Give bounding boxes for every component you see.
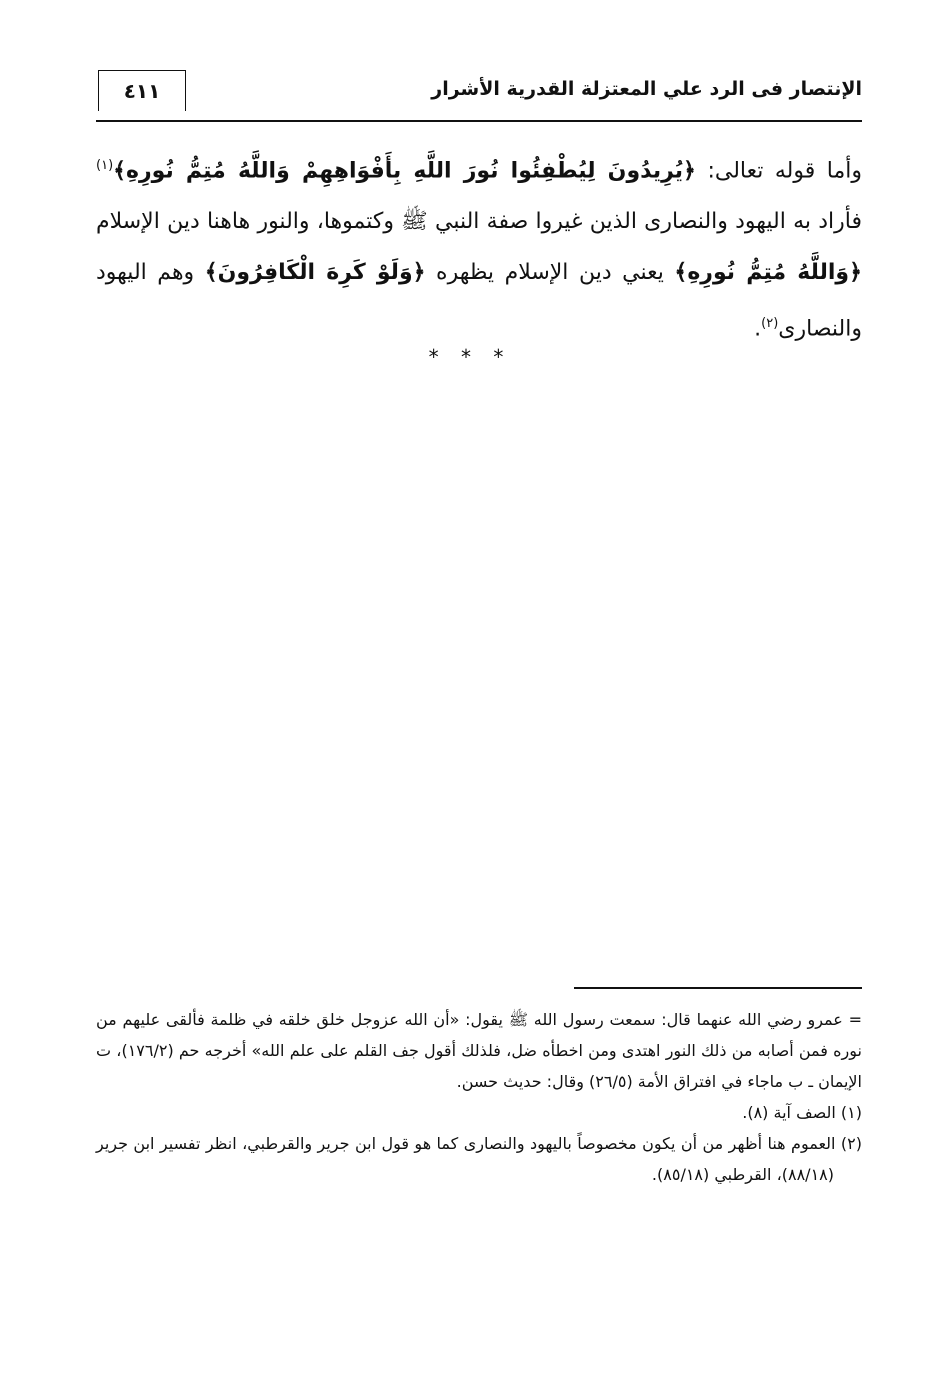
main-text: [96, 140, 862, 355]
intro-text: وأما قوله تعالى:: [695, 158, 863, 184]
body-text-1: فأراد به اليهود والنصارى الذين غيروا صفة النبي ﷺ وكتموها، والنور هاهنا دين الإسلام: [96, 209, 862, 235]
footnote-1: (١) الصف آية (٨).: [742, 1103, 862, 1122]
footnote-ref-1: (١): [96, 158, 114, 173]
quran-verse-2: ﴿وَاللَّهُ مُتِمُّ نُورِهِ﴾: [674, 260, 862, 286]
paragraph: [96, 140, 862, 355]
footnotes: [96, 1004, 862, 1190]
footnote-ref-2: (٢): [761, 316, 779, 332]
footnote-continuation: = عمرو رضي الله عنهما قال: سمعت رسول الله ﷺ يقول: «أن الله عزوجل خلق خلقه في ظلمة فألقى عليهم من نوره فمن أصابه من ذلك النور اهتدى ومن اخطأه ضل، فلذلك أقول جف القلم على علم الله» أخرجه حم (١٧٦/٢)، ت الإيمان ـ ب ماجاء في افتراق الأمة (٢٦/٥) وقال: حديث حسن.: [96, 1010, 862, 1091]
body-text-2: يعني دين الإسلام يظهره: [425, 260, 675, 286]
page-header: [96, 70, 862, 122]
quran-verse-3: ﴿وَلَوْ كَرِهَ الْكَافِرُونَ﴾: [204, 260, 426, 286]
quran-verse-1: ﴿يُرِيدُونَ لِيُطْفِئُوا نُورَ اللَّهِ بِأَفْوَاهِهِمْ وَاللَّهُ مُتِمُّ نُورِهِ﴾: [113, 158, 696, 184]
footnote-divider: [574, 987, 862, 989]
section-separator: * * *: [428, 345, 512, 369]
footnote-2: (٢) العموم هنا أظهر من أن يكون مخصوصاً باليهود والنصارى كما هو قول ابن جرير والقرطبي، انظر تفسير ابن جرير (٨٨/١٨)، القرطبي (٨٥/١٨).: [96, 1134, 862, 1184]
page-number: ٤١١: [98, 70, 186, 111]
body-text-end: .: [754, 316, 762, 342]
running-title: الإنتصار فى الرد علي المعتزلة القدرية الأشرار: [431, 78, 862, 100]
body-text-3: وهم اليهود والنصارى: [96, 260, 862, 342]
